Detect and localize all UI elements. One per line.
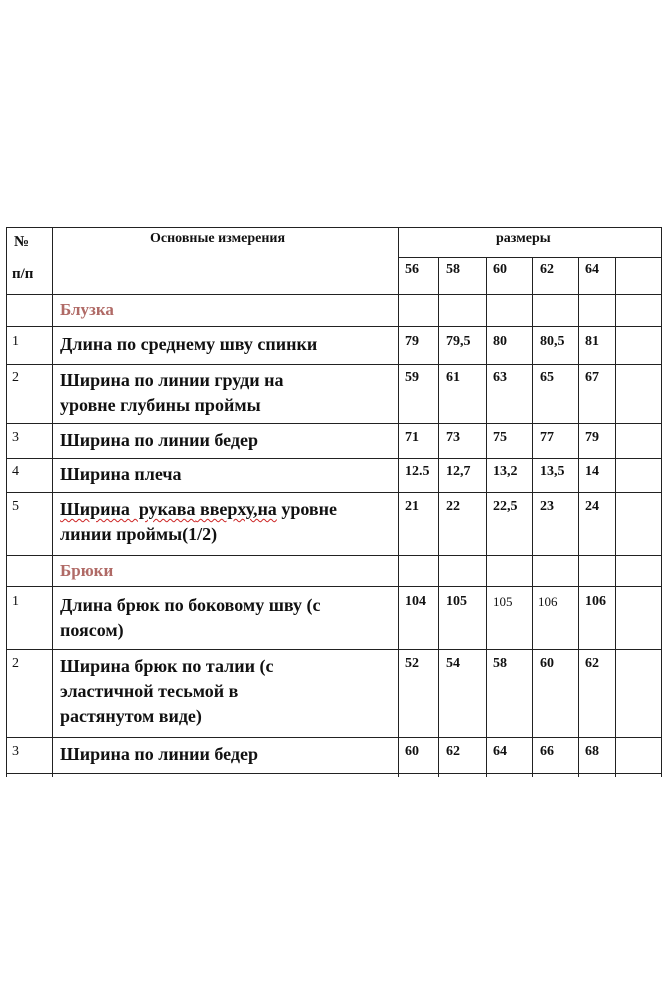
grid-line: [6, 492, 662, 493]
header-size-62: 62: [540, 262, 554, 277]
grid-line: [6, 773, 662, 774]
row-value: 79: [585, 430, 599, 445]
grid-line: [6, 458, 662, 459]
row-value: 22,5: [493, 499, 518, 514]
row-measure-name: Длина по среднему шву спинки: [60, 334, 318, 354]
row-value: 66: [540, 744, 554, 759]
header-num-sublabel: п/п: [12, 266, 34, 282]
grid-line: [6, 294, 662, 295]
table-border-left: [6, 227, 7, 777]
row-value: 12,7: [446, 464, 471, 479]
row-value: 13,2: [493, 464, 518, 479]
row-measure-name: Ширина плеча: [60, 464, 182, 484]
row-value: 105: [493, 594, 513, 609]
row-value: 106: [538, 594, 558, 609]
row-value: 77: [540, 430, 554, 445]
row-value: 68: [585, 744, 599, 759]
grid-line: [6, 737, 662, 738]
grid-line: [532, 257, 533, 777]
grid-line: [398, 227, 399, 777]
row-value: 54: [446, 656, 460, 671]
grid-line: [6, 364, 662, 365]
header-size-56: 56: [405, 262, 419, 277]
row-value: 79,5: [446, 334, 471, 349]
row-value: 62: [585, 656, 599, 671]
row-number: 3: [12, 430, 19, 445]
grid-line: [6, 555, 662, 556]
grid-line: [438, 257, 439, 777]
row-number: 3: [12, 744, 19, 759]
row-value: 106: [585, 594, 606, 609]
row-value: 59: [405, 370, 419, 385]
row-value: 60: [405, 744, 419, 759]
header-num-label: №: [14, 234, 30, 250]
row-value: 64: [493, 744, 507, 759]
header-size-60: 60: [493, 262, 507, 277]
row-number: 1: [12, 594, 19, 609]
grid-line: [6, 423, 662, 424]
row-value: 24: [585, 499, 599, 514]
row-value: 61: [446, 370, 460, 385]
table-border-top: [6, 227, 662, 228]
row-value: 104: [405, 594, 426, 609]
row-measure-name: [60, 497, 337, 522]
row-value: 13,5: [540, 464, 565, 479]
row-value: 12.5: [405, 464, 430, 479]
row-measure-name: Длина брюк по боковому шву (с: [60, 595, 321, 615]
row-measure-name-part: рукава: [129, 499, 196, 519]
grid-line: [6, 326, 662, 327]
row-number: 4: [12, 464, 19, 479]
grid-line: [6, 586, 662, 587]
row-measure-name: эластичной тесьмой в: [60, 681, 239, 701]
row-value: 60: [540, 656, 554, 671]
row-value: 105: [446, 594, 467, 609]
row-measure-name: Ширина по линии груди на: [60, 370, 284, 390]
row-value: 58: [493, 656, 507, 671]
row-value: 21: [405, 499, 419, 514]
row-value: 65: [540, 370, 554, 385]
row-value: 81: [585, 334, 599, 349]
row-value: 75: [493, 430, 507, 445]
header-size-64: 64: [585, 262, 599, 277]
row-value: 22: [446, 499, 460, 514]
row-value: 67: [585, 370, 599, 385]
grid-line: [486, 257, 487, 777]
row-measure-name: уровне глубины проймы: [60, 395, 261, 415]
row-measure-name: растянутом виде): [60, 706, 202, 726]
row-measure-name-part: вверху,на: [195, 499, 277, 519]
row-value: 80,5: [540, 334, 565, 349]
row-value: 52: [405, 656, 419, 671]
grid-line: [615, 257, 616, 777]
row-value: 23: [540, 499, 554, 514]
row-value: 71: [405, 430, 419, 445]
header-measures-label: Основные измерения: [150, 231, 286, 246]
row-measure-name-part: Ширина: [60, 499, 130, 519]
row-number: 2: [12, 656, 19, 671]
row-value: 63: [493, 370, 507, 385]
row-value: 14: [585, 464, 599, 479]
section-title-trousers: Брюки: [60, 561, 114, 580]
row-number: 1: [12, 334, 19, 349]
section-title-blouse: Блузка: [60, 300, 114, 319]
row-measure-name: поясом): [60, 620, 124, 640]
row-value: 79: [405, 334, 419, 349]
row-value: 73: [446, 430, 460, 445]
grid-line: [578, 257, 579, 777]
header-sizes-label: размеры: [496, 231, 551, 246]
row-measure-name-part: уровне: [276, 499, 337, 519]
row-measure-name: Ширина по линии бедер: [60, 744, 258, 764]
row-value: 62: [446, 744, 460, 759]
row-measure-name: линии проймы(1/2): [60, 524, 218, 544]
row-measure-name: Ширина по линии бедер: [60, 430, 258, 450]
header-num-sublabel-underline: [12, 284, 26, 288]
grid-line: [52, 227, 53, 777]
row-number: 5: [12, 499, 19, 514]
row-number: 2: [12, 370, 19, 385]
row-value: 80: [493, 334, 507, 349]
table-border-right: [661, 227, 662, 777]
header-size-58: 58: [446, 262, 460, 277]
grid-line: [6, 649, 662, 650]
row-measure-name: Ширина брюк по талии (с: [60, 656, 274, 676]
